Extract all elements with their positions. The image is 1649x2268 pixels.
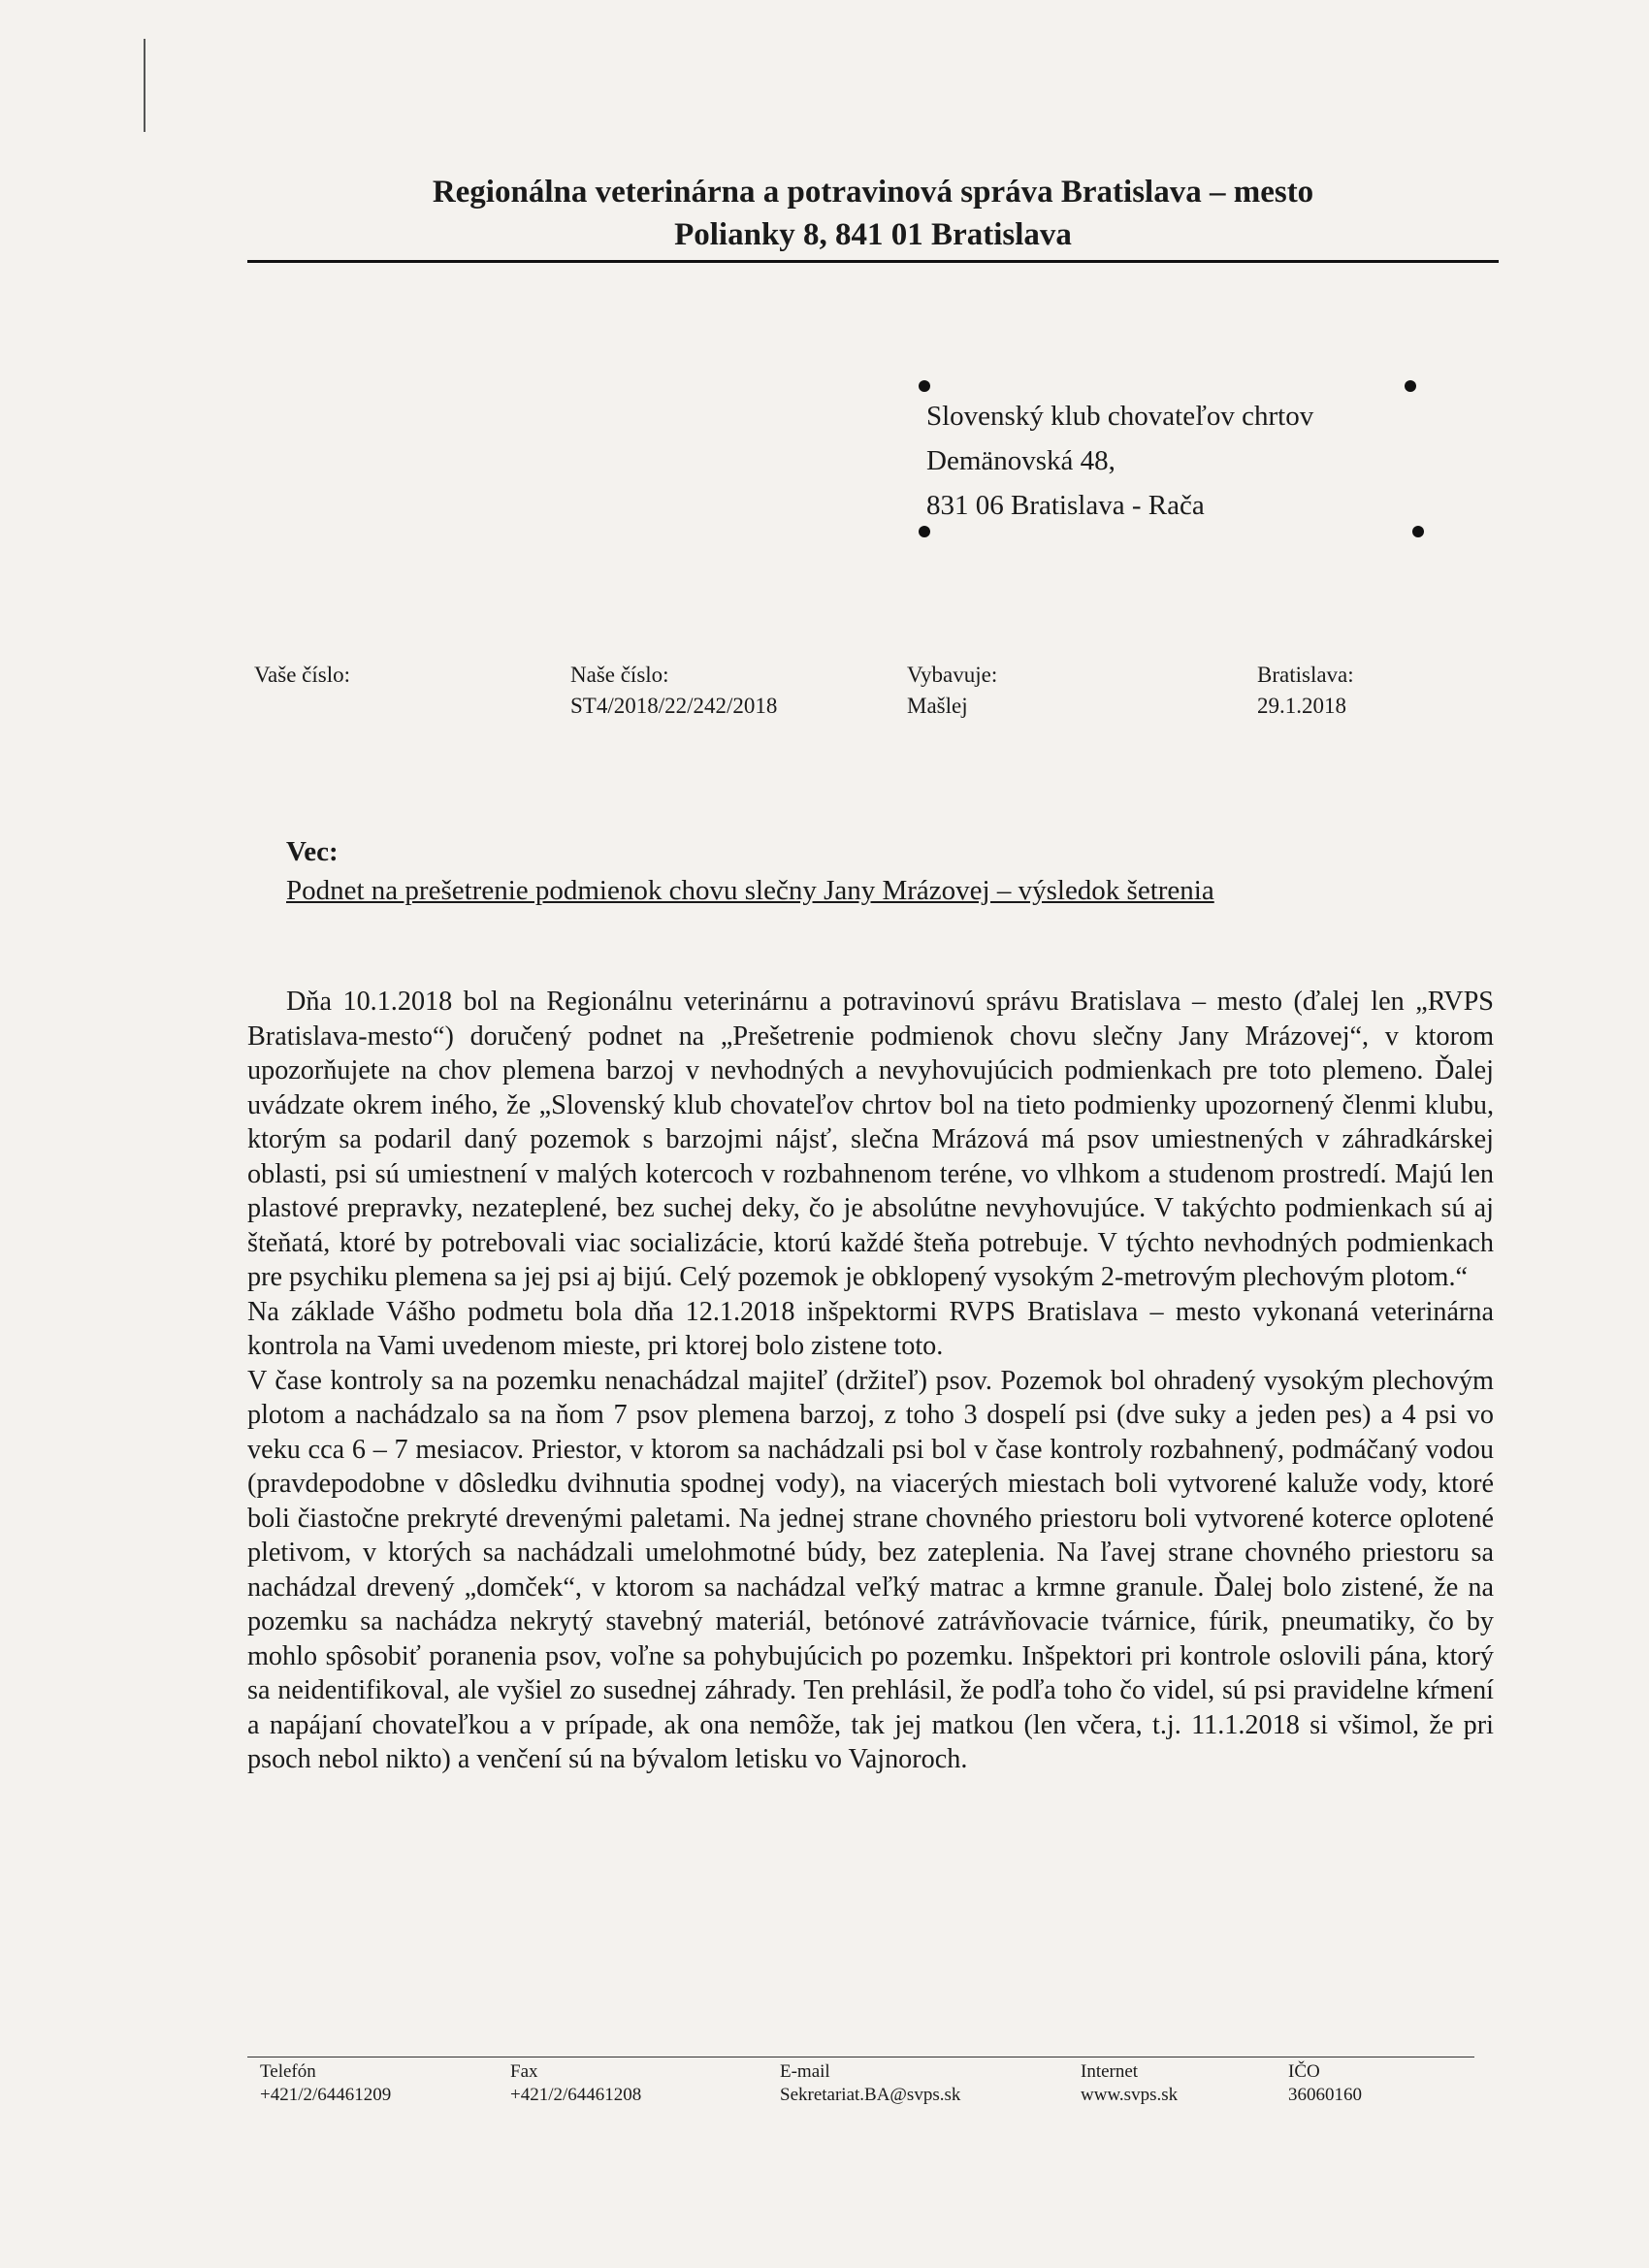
address-window-mark xyxy=(1412,526,1424,537)
organization-name: Regionálna veterinárna a potravinová správa Bratislava – mesto xyxy=(432,175,1314,210)
footer-fax-value: +421/2/64461208 xyxy=(510,2085,642,2105)
ref-place-date xyxy=(1257,660,1354,722)
footer-email xyxy=(780,2060,960,2107)
ref-handled-by xyxy=(907,660,997,722)
footer-fax-label: Fax xyxy=(510,2061,538,2082)
ref-your-number xyxy=(254,660,350,691)
organization-address: Polianky 8, 841 01 Bratislava xyxy=(674,217,1072,252)
footer-phone-label: Telefón xyxy=(260,2061,316,2082)
organization-header xyxy=(247,171,1499,256)
footer-fax xyxy=(510,2060,641,2107)
ref-your-number-label: Vaše číslo: xyxy=(254,663,351,687)
subject-line: Podnet na prešetrenie podmienok chovu slečny Jany Mrázovej – výsledok šetrenia xyxy=(286,875,1214,906)
ref-our-number xyxy=(570,660,777,722)
body-paragraph: V čase kontroly sa na pozemku nenachádzal majiteľ (držiteľ) psov. Pozemok bol ohradený vysokým plechovým plotom a nachádzalo sa na ňom 7 psov plemena barzoj, z toho 3 dospelí psi (dve suky a jeden pes) a 4 psi vo veku cca 6 – 7 mesiacov. Priestor, v ktorom sa nachádzali psi bol v čase kontroly rozbahnený, podmáčaný vodou (pravdepodobne v dôsledku dvihnutia spodnej vody), na viacerých miestach boli vytvorené kaluže vody, ktoré boli čiastočne prekryté drevenými paletami. Na jednej strane chovného priestoru boli vytvorené koterce oplotené pletivom, v ktorých sa nachádzali umelohmotné búdy, bez zateplenia. Na ľavej strane chovného priestoru sa nachádzal drevený „domček“, v ktorom sa nachádzal veľký matrac a krmne granule. Ďalej bolo zistené, že na pozemku sa nachádza nekrytý stavebný materiál, betónové zatrávňovacie tvárnice, fúrik, pneumatiky, čo by mohlo spôsobiť poranenia psov, voľne sa pohybujúcich po pozemku. Inšpektori pri kontrole oslovili pána, ktorý sa neidentifikoval, ale vyšiel zo susednej záhrady. Ten prehlásil, že podľa toho čo videl, sú psi pravidelne kŕmení a napájaní chovateľkou a v prípade, ak ona nemôže, tak jej matkou (len včera, t.j. 11.1.2018 si všimol, že pri psoch nebol nikto) a venčení sú na bývalom letisku vo Vajnoroch. xyxy=(247,1365,1494,1774)
footer-internet-label: Internet xyxy=(1081,2061,1139,2082)
footer-ico xyxy=(1288,2060,1362,2107)
footer-internet-value: www.svps.sk xyxy=(1081,2085,1179,2105)
ref-our-number-label: Naše číslo: xyxy=(570,663,669,687)
body-paragraph: Dňa 10.1.2018 bol na Regionálnu veterinárnu a potravinovú správu Bratislava – mesto (ďalej len „RVPS Bratislava-mesto“) doručený podnet na „Prešetrenie podmienok chovu slečny Jany Mrázovej“, v ktorom upozorňujete na chov plemena barzoj v nevhodných a nevyhovujúcich podmienkach pre toto plemeno. Ďalej uvádzate okrem iného, že „Slovenský klub chovateľov chrtov bol na tieto podmienky upozornený členmi klubu, ktorým sa podaril daný pozemok s barzojmi nájsť, slečna Mrázová má psov umiestnených v záhradkárskej oblasti, psi sú umiestnení v malých kotercoch v rozbahnenom teréne, vo vlhkom a studenom prostredí. Majú len plastové prepravky, nezateplené, bez suchej deky, čo je absolútne nevyhovujúce. V takýchto podmienkach sú aj šteňatá, ktoré by potrebovali viac socializácie, ktorú každé šteňa potrebuje. V týchto nevhodných podmienkach pre psychiku plemena sa jej psi aj bijú. Celý pozemok je obklopený vysokým 2-metrovým plechovým plotom.“ xyxy=(247,987,1494,1292)
ref-handled-by-value: Mašlej xyxy=(907,694,968,718)
recipient-address xyxy=(926,394,1313,528)
header-divider xyxy=(247,260,1499,263)
footer-email-value: Sekretariat.BA@svps.sk xyxy=(780,2085,961,2105)
footer-phone-value: +421/2/64461209 xyxy=(260,2085,392,2105)
ref-date-value: 29.1.2018 xyxy=(1257,694,1346,718)
footer-ico-label: IČO xyxy=(1288,2061,1320,2082)
subject-label: Vec: xyxy=(286,836,339,867)
ref-our-number-value: ST4/2018/22/242/2018 xyxy=(570,694,778,718)
ref-place-label: Bratislava: xyxy=(1257,663,1354,687)
scan-mark xyxy=(144,39,146,132)
footer-ico-value: 36060160 xyxy=(1288,2085,1362,2105)
letter-body xyxy=(247,985,1494,1777)
footer-email-label: E-mail xyxy=(780,2061,830,2082)
body-paragraph: Na základe Vášho podmetu bola dňa 12.1.2018 inšpektormi RVPS Bratislava – mesto vykonaná veterinárna kontrola na Vami uvedenom mieste, pri ktorej bolo zistene toto. xyxy=(247,1296,1494,1361)
ref-handled-by-label: Vybavuje: xyxy=(907,663,998,687)
recipient-name: Slovenský klub chovateľov chrtov xyxy=(926,401,1314,432)
address-window-mark xyxy=(919,380,930,392)
recipient-street: Demänovská 48, xyxy=(926,445,1116,476)
recipient-city: 831 06 Bratislava - Rača xyxy=(926,490,1205,521)
footer-internet xyxy=(1081,2060,1178,2107)
footer-phone xyxy=(260,2060,391,2107)
address-window-mark xyxy=(1405,380,1416,392)
